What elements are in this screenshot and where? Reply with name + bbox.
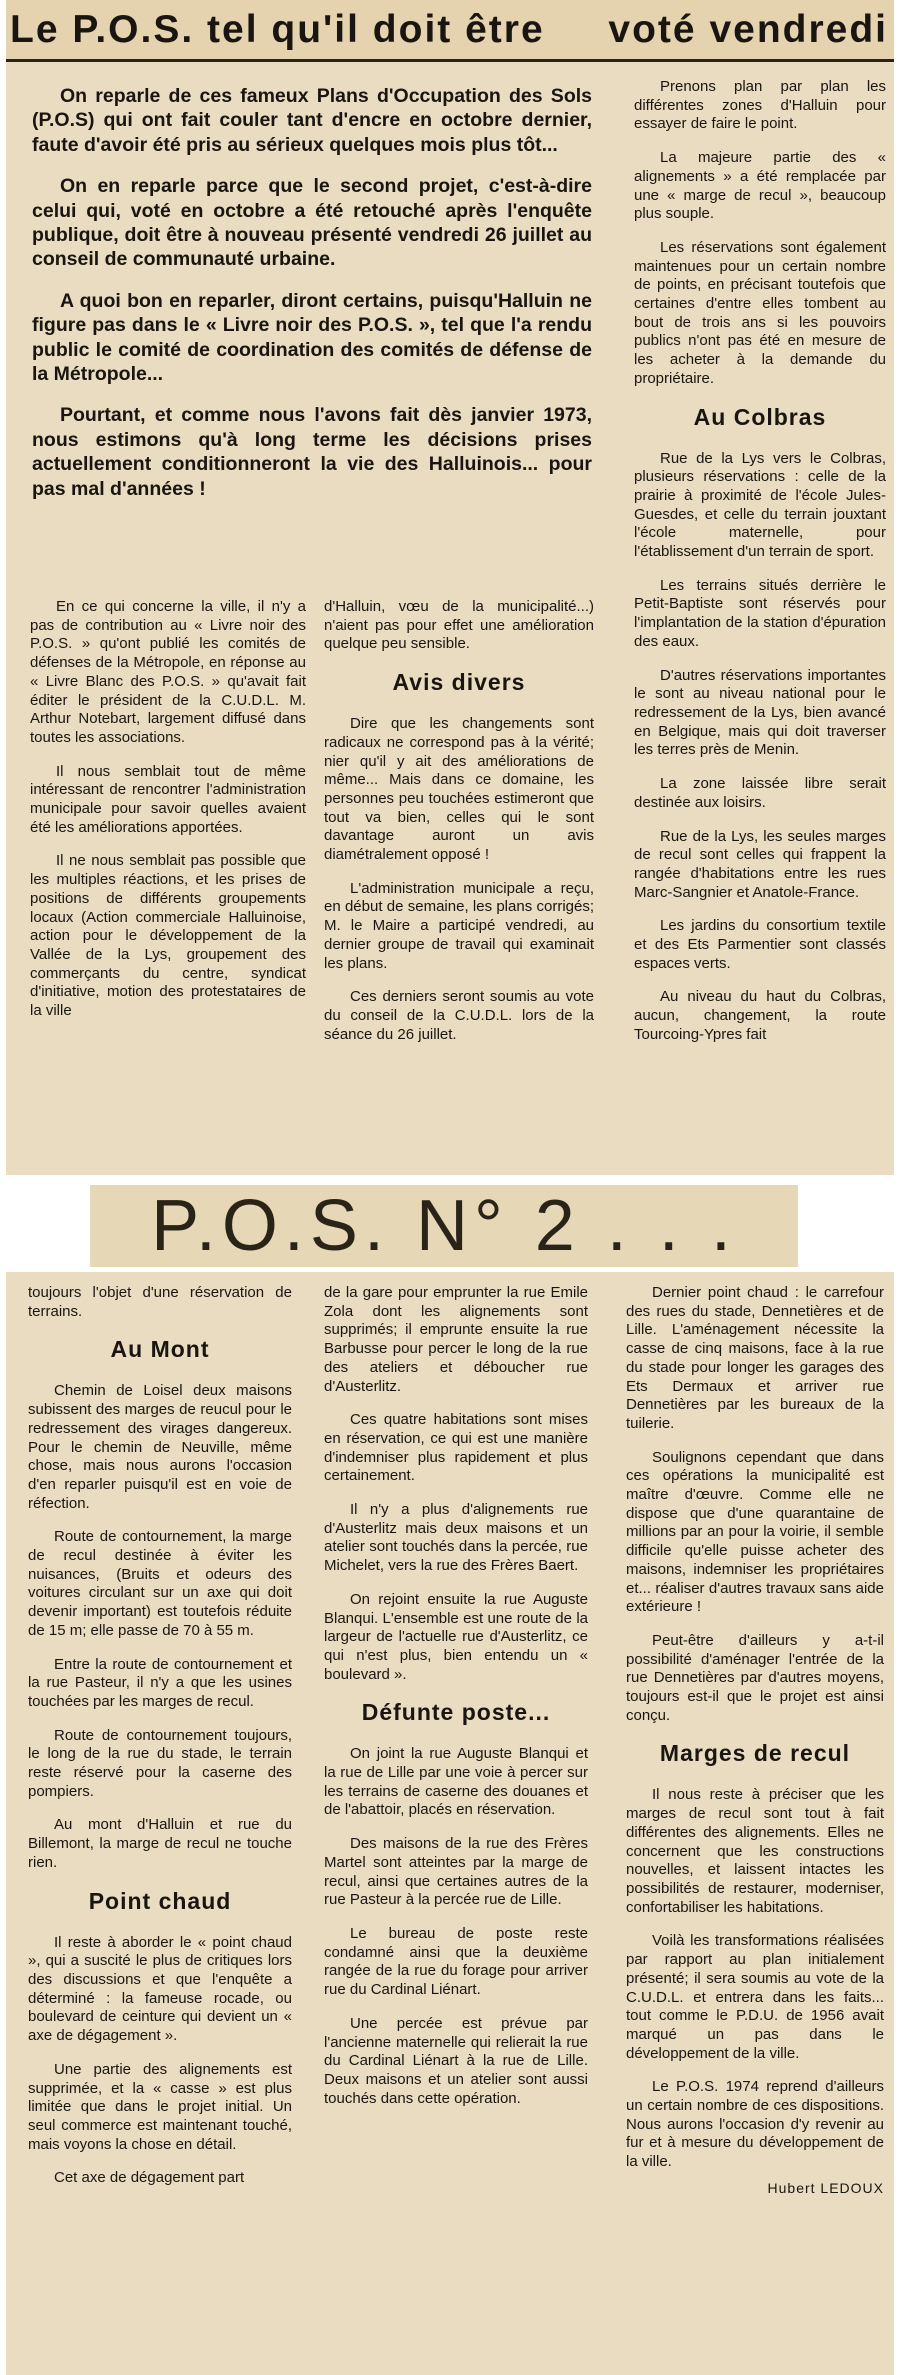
paragraph: On joint la rue Auguste Blanqui et la rue de Lille par une voie à percer sur les terrains de caserne des douanes et de l'abattoir, placés en réservation.: [324, 1745, 588, 1819]
paragraph: L'administration municipale a reçu, en début de semaine, les plans corrigés; M. le Maire a participé vendredi, au dernier groupe de travail qui examinait les plans.: [324, 879, 594, 972]
paragraph: Route de contournement, la marge de recul destinée à éviter les nuisances, (Bruits et odeurs des voitures circulant sur un axe qui doit devenir important) est toutefois réduite de 15 m; elle passe de 70 à 55 m.: [28, 1528, 292, 1639]
paragraph: Cet axe de dégagement part: [54, 2169, 245, 2187]
paragraph: Le bureau de poste reste condamné ainsi que la deuxième rangée de la rue du forage pour arriver rue du Cardinal Liénart.: [324, 1924, 588, 1999]
paragraph: D'autres réservations importantes le sont au niveau national pour le redressement de la Lys, bien avancé en Belgique, mais qui doit traverser les terres près de Menin.: [634, 666, 886, 759]
column-2-right: [626, 1284, 884, 2374]
paragraph: La majeure partie des « alignements » a été remplacée par une « marge de recul », beaucoup plus souple.: [634, 149, 886, 223]
paragraph: Voilà les transformations réalisées par rapport au plan initialement présenté; il sera soumis au vote de la C.U.D.L. et entrera dans les faits... tout comme le P.D.U. de 1956 avait marqué un pas dans le développement de la ville.: [626, 1932, 884, 2062]
column-1-middle: [324, 598, 594, 1168]
lead-paragraph: On en reparle parce que le second projet, c'est-à-dire celui qui, voté en octobre a été retouché après l'enquête publique, doit être à nouveau présenté vendredi 26 juillet au conseil de communauté urbaine.: [32, 175, 592, 271]
subheading-au-mont: Au Mont: [110, 1336, 210, 1363]
paragraph: Chemin de Loisel deux maisons subissent des marges de reucul pour le redressement des virages dangereux. Pour le chemin de Neuville, même chose, mais nous aurons l'occasion d'en reparler puisqu'il est en voie de réfection.: [28, 1382, 292, 1512]
paragraph: Peut-être d'ailleurs y a-t-il possibilité d'aménager l'entrée de la rue Dennetières par d'autres moyens, toujours est-il que le projet est ainsi conçu.: [626, 1631, 884, 1724]
paragraph: Les jardins du consortium textile et des Ets Parmentier sont classés espaces verts.: [634, 917, 886, 972]
headline-left: Le P.O.S. tel qu'il doit être: [10, 7, 545, 51]
column-2-left: [28, 1284, 292, 2374]
paragraph: Les réservations sont également maintenues pour un certain nombre de points, en précisant toutefois que certaines d'entre elles tombent au bout de trois ans si les pouvoirs publics n'ont pas été en mesure de les acheter à la demande du propriétaire.: [634, 238, 886, 387]
column-1-left: [30, 598, 306, 1168]
column-2-middle: [324, 1284, 588, 2374]
headline-right: voté vendredi: [608, 7, 888, 51]
paragraph: Rue de la Lys vers le Colbras, plusieurs réservations : celle de la prairie à proximité de l'école Jules-Guesdes, et celle du terrain jouxtant l'école maternelle, pour l'établissement d'un terrain de sport.: [634, 449, 886, 561]
paragraph: Une partie des alignements est supprimée, et la « casse » est plus limitée que dans le projet initial. Un seul commerce est maintenant touché, mais voyons la chose en détail.: [28, 2060, 292, 2153]
headline: [6, 0, 894, 62]
subheading-point-chaud: Point chaud: [88, 1887, 232, 1914]
paragraph: Il nous semblait tout de même intéressant de rencontrer l'administration municipale pour savoir quelles avaient été les améliorations apportées.: [30, 762, 306, 836]
subheading-marges-de-recul: Marges de recul: [659, 1740, 851, 1767]
paragraph: Prenons plan par plan les différentes zones d'Halluin pour essayer de faire le point.: [634, 78, 886, 133]
paragraph: Entre la route de contournement et la rue Pasteur, il n'y a que les usines touchées par les marges de recul.: [28, 1655, 292, 1710]
article-section-2: [6, 1272, 894, 2375]
paragraph: Il reste à aborder le « point chaud », qui a suscité le plus de critiques lors des discussions et que l'enquête a déterminé : la fameuse rocade, ou boulevard de ceinture qui devient un « axe de dégagement ».: [28, 1933, 292, 2045]
paragraph: d'Halluin, vœu de la municipalité...) n'aient pas pour effet une amélioration quelque peu sensible.: [324, 598, 594, 653]
lead-paragraph: Pourtant, et comme nous l'avons fait dès janvier 1973, nous estimons qu'à long terme les décisions prises actuellement conditionneront la vie des Halluinois... pour pas mal d'années !: [32, 404, 592, 500]
paragraph: En ce qui concerne la ville, il n'y a pas de contribution au « Livre noir des P.O.S. » qu'ont publié les comités de défenses de la Métropole, en réponse au « Livre Blanc des P.O.S. » qu'avait fait éditer le président de la C.U.D.L. M. Arthur Notebart, largement diffusé dans toutes les associations.: [30, 598, 306, 746]
paragraph: toujours l'objet d'une réservation de terrains.: [28, 1284, 292, 1320]
paragraph: Ces derniers seront soumis au vote du conseil de la C.U.D.L. lors de la séance du 26 juillet.: [324, 988, 594, 1043]
paragraph: Le P.O.S. 1974 reprend d'ailleurs un certain nombre de ces dispositions. Nous aurons l'occasion d'y revenir au fur et à mesure du développement de la ville.: [626, 2078, 884, 2171]
paragraph: Une percée est prévue par l'ancienne maternelle qui relierait la rue du Cardinal Liénart à la rue de Lille. Deux maisons et un atelier sont aussi touchés dans cette opération.: [324, 2014, 588, 2107]
paragraph: Dernier point chaud : le carrefour des rues du stade, Dennetières et de Lille. L'aménagement nécessite la casse de cinq maisons, face à la rue du stade pour longer les garages des Ets Dermaux et arriver rue Dennetières par les bureaux de la tuilerie.: [626, 1284, 884, 1432]
article-section-1: [6, 0, 894, 1175]
paragraph: La zone laissée libre serait destinée aux loisirs.: [634, 775, 886, 811]
paragraph: Route de contournement toujours, le long de la rue du stade, le terrain reste réservé pour la caserne des pompiers.: [28, 1726, 292, 1800]
lead-paragraphs: [32, 84, 592, 562]
subheading-defunte-poste: Défunte poste...: [361, 1699, 551, 1726]
subheading-avis-divers: Avis divers: [392, 669, 526, 696]
column-1-right: [634, 78, 886, 1173]
paragraph: On rejoint ensuite la rue Auguste Blanqui. L'ensemble est une route de la largeur de l'actuelle rue d'Austerlitz, ce qui n'est plus, bien entendu un « boulevard ».: [324, 1590, 588, 1683]
paragraph: Des maisons de la rue des Frères Martel sont atteintes par la marge de recul, ainsi que certaines autres de la rue Pasteur à la percée rue de Lille.: [324, 1835, 588, 1909]
paragraph: Au mont d'Halluin et rue du Billemont, la marge de recul ne touche rien.: [28, 1816, 292, 1871]
author-signature: Hubert LEDOUX: [767, 2179, 884, 2196]
paragraph: Ces quatre habitations sont mises en réservation, ce qui est une manière d'indemniser plus rapidement et plus certainement.: [324, 1411, 588, 1485]
paragraph: Il ne nous semblait pas possible que les multiples réactions, et les prises de positions de différents groupements locaux (Action commerciale Halluinoise, action pour le développement de la Vallée de la Lys, groupement des commerçants du centre, syndicat d'initiative, motion des protestataires de la ville: [30, 852, 306, 1020]
lead-paragraph: A quoi bon en reparler, diront certains, puisqu'Halluin ne figure pas dans le « Livre noir des P.O.S. », tel que l'a rendu public le comité de coordination des comités de défense de la Métropole...: [32, 289, 592, 386]
paragraph: Rue de la Lys, les seules marges de recul sont celles qui frappent la rangée d'habitations entre les rues Marc-Sangnier et Anatole-France.: [634, 827, 886, 901]
subheading-au-colbras: Au Colbras: [693, 403, 827, 430]
paragraph: Les terrains situés derrière le Petit-Baptiste sont réservés pour l'implantation de la station d'épuration des eaux.: [634, 576, 886, 650]
paragraph: de la gare pour emprunter la rue Emile Zola dont les alignements sont supprimés; il emprunte ensuite la rue Barbusse pour percer le long de la rue des ateliers et déboucher rue d'Austerlitz.: [324, 1284, 588, 1395]
paragraph: Soulignons cependant que dans ces opérations la municipalité est maître d'œuvre. Comme elle ne dispose que d'une quarantaine de millions par an pour la voirie, il semble difficile qu'elle puisse acheter des maisons, indemniser les propriétaires et... réaliser d'autres travaux sans aide extérieure !: [626, 1448, 884, 1616]
pos-n2-banner: P.O.S. N° 2 . . .: [90, 1185, 798, 1267]
paragraph: Il n'y a plus d'alignements rue d'Austerlitz mais deux maisons et un atelier sont touchés dans la percée, rue Michelet, vers la rue des Frères Baert.: [324, 1501, 588, 1575]
paragraph: Au niveau du haut du Colbras, aucun, changement, la route Tourcoing-Ypres fait: [634, 988, 886, 1043]
lead-paragraph: On reparle de ces fameux Plans d'Occupation des Sols (P.O.S) qui ont fait couler tant d'encre en octobre dernier, faute d'avoir été pris au sérieux quelques mois plus tôt...: [32, 85, 592, 156]
paragraph: Dire que les changements sont radicaux ne correspond pas à la vérité; nier qu'il y ait des améliorations de même... Mais dans ce domaine, les personnes peu touchées estimeront que tout va bien, celles qui le sont davantage auront un avis diamétralement opposé !: [324, 715, 594, 864]
paragraph: Il nous reste à préciser que les marges de recul sont tout à fait différentes des alignements. Elles ne concernent que les constructions nouvelles, et laissent intactes les possibilités de restaurer, moderniser, confortabiliser les habitations.: [626, 1786, 884, 1916]
